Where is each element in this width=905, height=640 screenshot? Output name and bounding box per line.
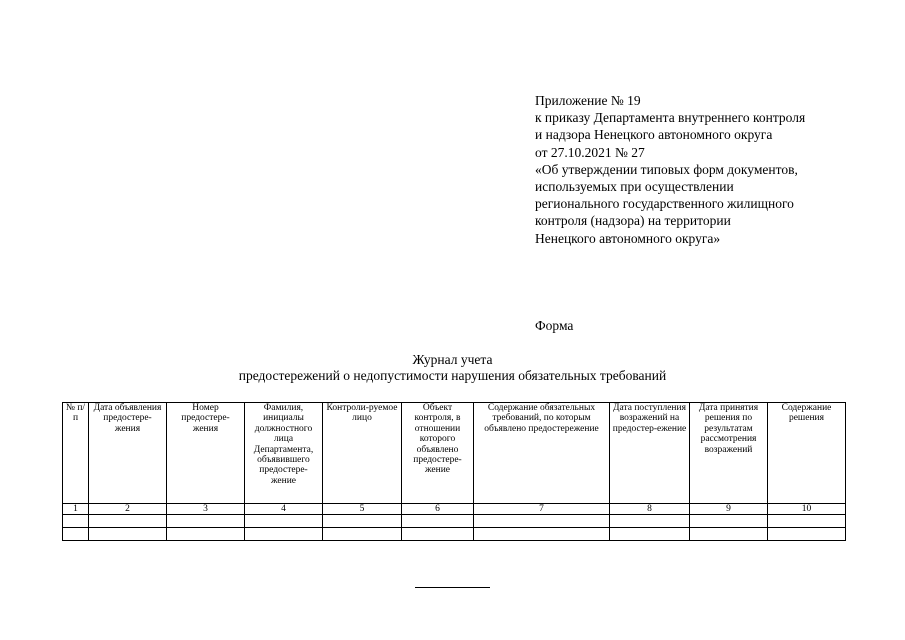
appendix-line: Ненецкого автономного округа» — [535, 230, 721, 246]
column-number-row — [63, 504, 846, 515]
table-cell — [474, 515, 610, 528]
table-cell — [89, 528, 167, 541]
appendix-line: Приложение № 19 — [535, 93, 641, 108]
appendix-block — [535, 92, 875, 247]
column-number: 8 — [610, 504, 690, 515]
journal-title-line1: Журнал учета — [412, 352, 493, 367]
appendix-line: к приказу Департамента внутреннего контроля — [535, 110, 806, 126]
table-cell — [245, 515, 323, 528]
table-cell — [690, 528, 768, 541]
table-cell — [167, 515, 245, 528]
table-cell — [610, 528, 690, 541]
column-number: 4 — [245, 504, 323, 515]
column-header: Дата поступления возражений на предостер-ежение — [610, 403, 690, 504]
table-cell — [245, 528, 323, 541]
table-cell — [63, 528, 89, 541]
column-number: 1 — [63, 504, 89, 515]
journal-title — [0, 352, 905, 384]
column-header: Объект контроля, в отношении которого объявлено предостере-жение — [402, 403, 474, 504]
table-cell — [323, 515, 402, 528]
table-cell — [402, 528, 474, 541]
column-header: Фамилия, инициалы должностного лица Департамента, объявившего предостере-жение — [245, 403, 323, 504]
column-number: 9 — [690, 504, 768, 515]
table-row — [63, 528, 846, 541]
table-row — [63, 515, 846, 528]
table-cell — [768, 528, 846, 541]
column-header: Содержание обязательных требований, по которым объявлено предостережение — [474, 403, 610, 504]
appendix-line: контроля (надзора) на территории — [535, 213, 731, 229]
table-cell — [690, 515, 768, 528]
appendix-line: используемых при осуществлении — [535, 179, 734, 195]
table-header-row — [63, 403, 846, 504]
column-header: Контроли-руемое лицо — [323, 403, 402, 504]
column-header: № п/п — [63, 403, 89, 504]
column-number: 10 — [768, 504, 846, 515]
appendix-line: «Об утверждении типовых форм документов, — [535, 161, 798, 177]
table-cell — [167, 528, 245, 541]
table-cell — [323, 528, 402, 541]
form-label: Форма — [535, 318, 574, 333]
journal-table — [62, 402, 846, 541]
column-header: Дата принятия решения по результатам рассмотрения возражений — [690, 403, 768, 504]
table-cell — [63, 515, 89, 528]
appendix-line: регионального государственного жилищного — [535, 196, 794, 212]
column-header: Содержание решения — [768, 403, 846, 504]
column-number: 3 — [167, 504, 245, 515]
footer-divider — [415, 587, 490, 588]
table-cell — [402, 515, 474, 528]
table-cell — [89, 515, 167, 528]
appendix-line: и надзора Ненецкого автономного округа — [535, 127, 773, 143]
column-number: 6 — [402, 504, 474, 515]
journal-title-line2: предостережений о недопустимости нарушения обязательных требований — [238, 368, 667, 383]
appendix-line: от 27.10.2021 № 27 — [535, 144, 645, 160]
column-header: Дата объявления предостере-жения — [89, 403, 167, 504]
column-number: 5 — [323, 504, 402, 515]
table-cell — [610, 515, 690, 528]
column-header: Номер предостере-жения — [167, 403, 245, 504]
table-cell — [474, 528, 610, 541]
column-number: 7 — [474, 504, 610, 515]
table-cell — [768, 515, 846, 528]
column-number: 2 — [89, 504, 167, 515]
